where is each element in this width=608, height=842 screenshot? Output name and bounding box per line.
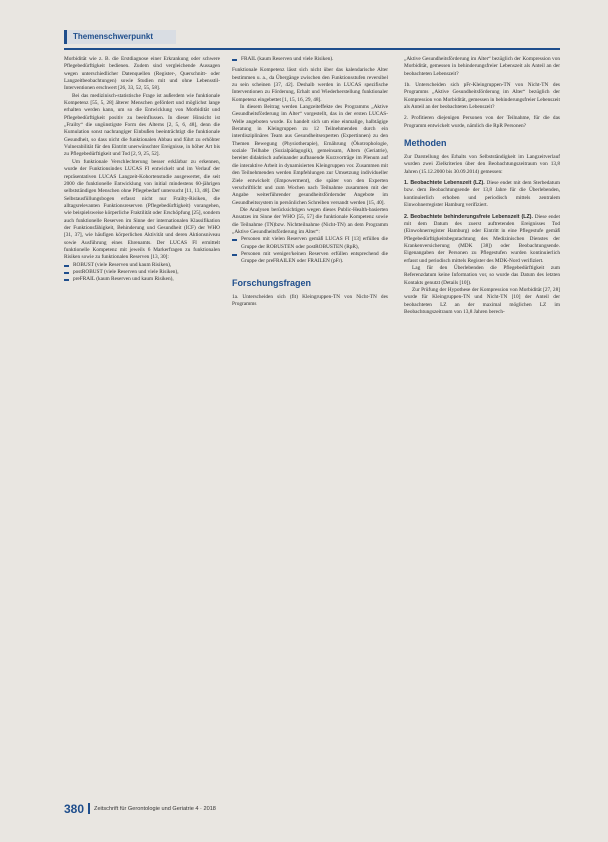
- paragraph-lead: 1. Beobachtete Lebenszeit (LZ).: [404, 180, 485, 187]
- list-item: Personen mit weniger/keinen Reserven erfüllen entsprechend die Gruppe der preFRAILEN oder FRAILEN (pFr).: [232, 251, 388, 266]
- paragraph: 1b. Unterscheiden sich pFr-Kleingruppen-TN von Nicht-TN des Programms „Aktive Gesundheitsförderung im Alter“ bezüglich der Kompression von Morbidität, gemessen in behinderungsfreier Lebenszeit als Anteil an der beobachteten Lebenszeit?: [404, 82, 560, 111]
- paragraph: Bei das medizinisch-statistische Frage ist außerdem wie funktionale Kompetenz [55, 5, 28] älterer Menschen gefördert und möglichst lange erhalten werden kann, um so die Entwicklung von Morbidität und Pflegebedürftigkeit positiv zu beeinflussen. In dieser Hinsicht ist „Frailty“ die ungünstigste Form des Alterns [2, 5, 6, 48], denn die Kumulation sonst nachrangiger Einbußen beeinträchtigt die funktionale Gesundheit, so dass nicht die funktionalen Abbau und führt zu erhöhter Vulnerabilität für den Eintritt unerwünschter Ereignisse, in höher Art bis zu Pflegebedürftigkeit und Tod [2, 9, 25, 52].: [64, 92, 220, 158]
- paragraph: „Aktive Gesundheitsförderung im Alter“ bezüglich der Kompression von Morbidität, gemessen in behinderungsfreier Lebenszeit als Anteil an der beobachteten Lebenszeit?: [404, 56, 560, 77]
- list-item: Personen mit vielen Reserven gemäß LUCAS FI [13] erfüllen die Gruppe der ROBUSTEN oder postROBUSTEN (RpR),: [232, 236, 388, 251]
- section-heading: Forschungsfragen: [232, 277, 312, 288]
- list-item: ROBUST (viele Reserven und kaum Risiken),: [64, 262, 220, 269]
- paragraph: Morbidität wie z. B. die Erstdiagnose einer Erkrankung oder schwere Pflegebedürftigkeit bedienen. Zudem sind vergleichende Aussagen wegen unterschiedlicher Datenquellen (Register-, Querschnitt- oder Langzeitbeobachtungen) sowie Studien mit und ohne Lebensstil-Interventionen erschwert [26, 33, 52, 55, 58].: [64, 56, 220, 92]
- paragraph-body: Diese endet mit dem Datum des zuerst auftretenden Ereignisses Tod (Einwohnerregister Hamburg) oder Eintritt in eine Pflegestufe gemäß Pflegebedürftigkeitsbegutachtung des Medizinischen Dienstes der Krankenversicherung (MDK [38]) oder Beobachtungsende. Eigenangaben der Personen zu Pflegestufen wurden kontinuierlich erfasst und periodisch mittels Register des MDK-Nord verifiziert.: [404, 213, 560, 264]
- journal-citation: Zeitschrift für Gerontologie und Geriatrie 4 · 2018: [94, 805, 216, 812]
- section-heading: Methoden: [404, 138, 447, 149]
- column-2: [232, 56, 388, 766]
- paragraph: Zur Darstellung des Erhalts von Selbstständigkeit im Langzeitverlauf wurden zwei Zielkriterien über den Beobachtungszeitraum von 13,8 Jahren (15.12.2000 bis 30.09.2014) gemessen:: [404, 154, 560, 175]
- paragraph-body: Diese endet mit dem Sterbedatum bzw. dem Beobachtungsende der 13,8 Jahre für die Überlebenden, kontinuierlich erhoben und periodisch mittels zentralem Einwohnerregister Hamburg verifiziert.: [404, 180, 560, 209]
- list-item: postROBUST (viele Reserven und viele Risiken),: [64, 269, 220, 276]
- list-item: FRAIL (kaum Reserven und viele Risiken).: [232, 56, 388, 63]
- paragraph: Zur Prüfung der Hypothese der Kompression von Morbidität [27, 28] wurde für Kleingruppen-TN und Nicht-TN [10] der Anteil der beobachteten LZ an der maximal möglichen LZ im Beobachtungszeitraum von 13,8 Jahren berech-: [404, 286, 560, 315]
- paragraph: 1a. Unterscheiden sich (fit) Kleingruppen-TN von Nicht-TN des Programms: [232, 293, 388, 307]
- bullet-list: [64, 262, 220, 284]
- paragraph: Die Analysen berücksichtigen wegen dieses Public-Health-basierten Ansatzes im Sinne der WHO [55, 57] die funktionale Kompetenz sowie die Teilnahme (TN)bzw. Nichtteilnahme (Nicht-TN) an dem Programm „Aktive Gesundheitsförderung im Alter“:: [232, 206, 388, 235]
- page-footer: [64, 800, 324, 814]
- paragraph: Lag für den Überlebenden die Pflegebedürftigkeit zum Referenzdatum keine Information vor, so wurde das Datum des letzten Kontakts genutzt (Details [10]).: [404, 264, 560, 286]
- paragraph: In diesem Beitrag werden Langzeiteffekte des Programms „Aktive Gesundheitsförderung im Alter“ vorgestellt, das in der ersten LUCAS-Welle angeboten wurde. Es handelt sich um eine einmalige, halbtägige Beratung in Kleingruppen zu 12 Teilnehmenden durch ein interdisziplinäres Team aus Gesundheitsexperten (Expertinnen) zu den Themen Bewegung (Physiotherapie), Ernährung (Ökotrophologie, soziale Teilhabe (Sozialpädagogik), gemeinsam, Altern (Geriatrie), bereitet didaktisch aufeinander aufbauende Kurzvorträge im Plenum auf die interaktive Arbeit in dynamisierten Kleingruppen vor. Zusammen mit den Teilnehmenden werden Empfehlungen zur Umsetzung individueller Ziele entwickelt (Empowerment), die später von den Experten verschriftlicht und zum Wochen nach Teilnahme zusammen mit der Angabe weiterführender gesundheitsfördernder Angebote im Gesundheitssystem in persönlichen Schreiben versandt werden [15, 40].: [232, 104, 388, 206]
- list-item: preFRAIL (kaum Reserven und kaum Risiken),: [64, 276, 220, 283]
- paragraph: [404, 214, 560, 265]
- page-number: 380: [64, 801, 85, 816]
- paragraph-lead: 2. Beobachtete behinderungsfreie Lebenszeit (LZ).: [404, 213, 533, 220]
- column-3: [404, 56, 560, 766]
- bullet-list: [232, 236, 388, 265]
- paragraph: 2. Profitieren diejenigen Personen von der Teilnahme, für die das Programm entwickelt wurde, nämlich die RpR Personen?: [404, 115, 560, 129]
- header-rule: [64, 48, 560, 50]
- column-1: [64, 56, 220, 766]
- section-label: Themenschwerpunkt: [64, 30, 176, 44]
- paragraph: Funktionale Kompetenz lässt sich nicht über das kalendarische Alter bestimmen u. a., da Übergänge zwischen den Funktionsstufen reversibel zu sein scheinen [37, 42]. Deshalb werden in LUCAS spezifische Interventionen zu Förderung, Erhalt und Wiederherstellung funktionaler Kompetenz eingebettet [1, 15, 16, 29, 48].: [232, 67, 388, 103]
- footer-divider: [88, 803, 90, 814]
- paragraph: Um funktionale Verschlechterung besser erklärbar zu erkennen, wurde der Funktionsindex LUCAS FI entwickelt und im Verlauf der repräsentativen LUCAS Langzeit-Kohortenstudie ausgewertet, die seit 2000 die funktionelle Entwicklung von initial mindestens 60-jährigen selbstständigen Menschen ohne Pflegebedarf untersucht [11, 13, 48]. Der Selbstausfüllungsbogen erfasst nicht nur Frailty-Risiken, die alltagsrelevanten Funktionsreserven (Pflegebedürftigkeit) vorangehen, wie beispielsweise körperliche Fraktilität oder Erschöpfung [25], sondern auch funktionelle Reserven im Sinne der internationalen Klassifikation der Funktionsfähigkeit, Behinderung und Gesundheit (ICF) der WHO [31, 37], wie häufigen körperlichen Aktivität und deren Aktionsniveau sowie Ausführung eines Ehrenamts. Der LUCAS FI ermittelt funktionelle Kompetenz mit jeweils 6 Markerfragen zu funktionalen Risiken sowie zu funktionalen Reserven [13, 30]:: [64, 158, 220, 261]
- bullet-list: [232, 56, 388, 63]
- paragraph: [404, 180, 560, 209]
